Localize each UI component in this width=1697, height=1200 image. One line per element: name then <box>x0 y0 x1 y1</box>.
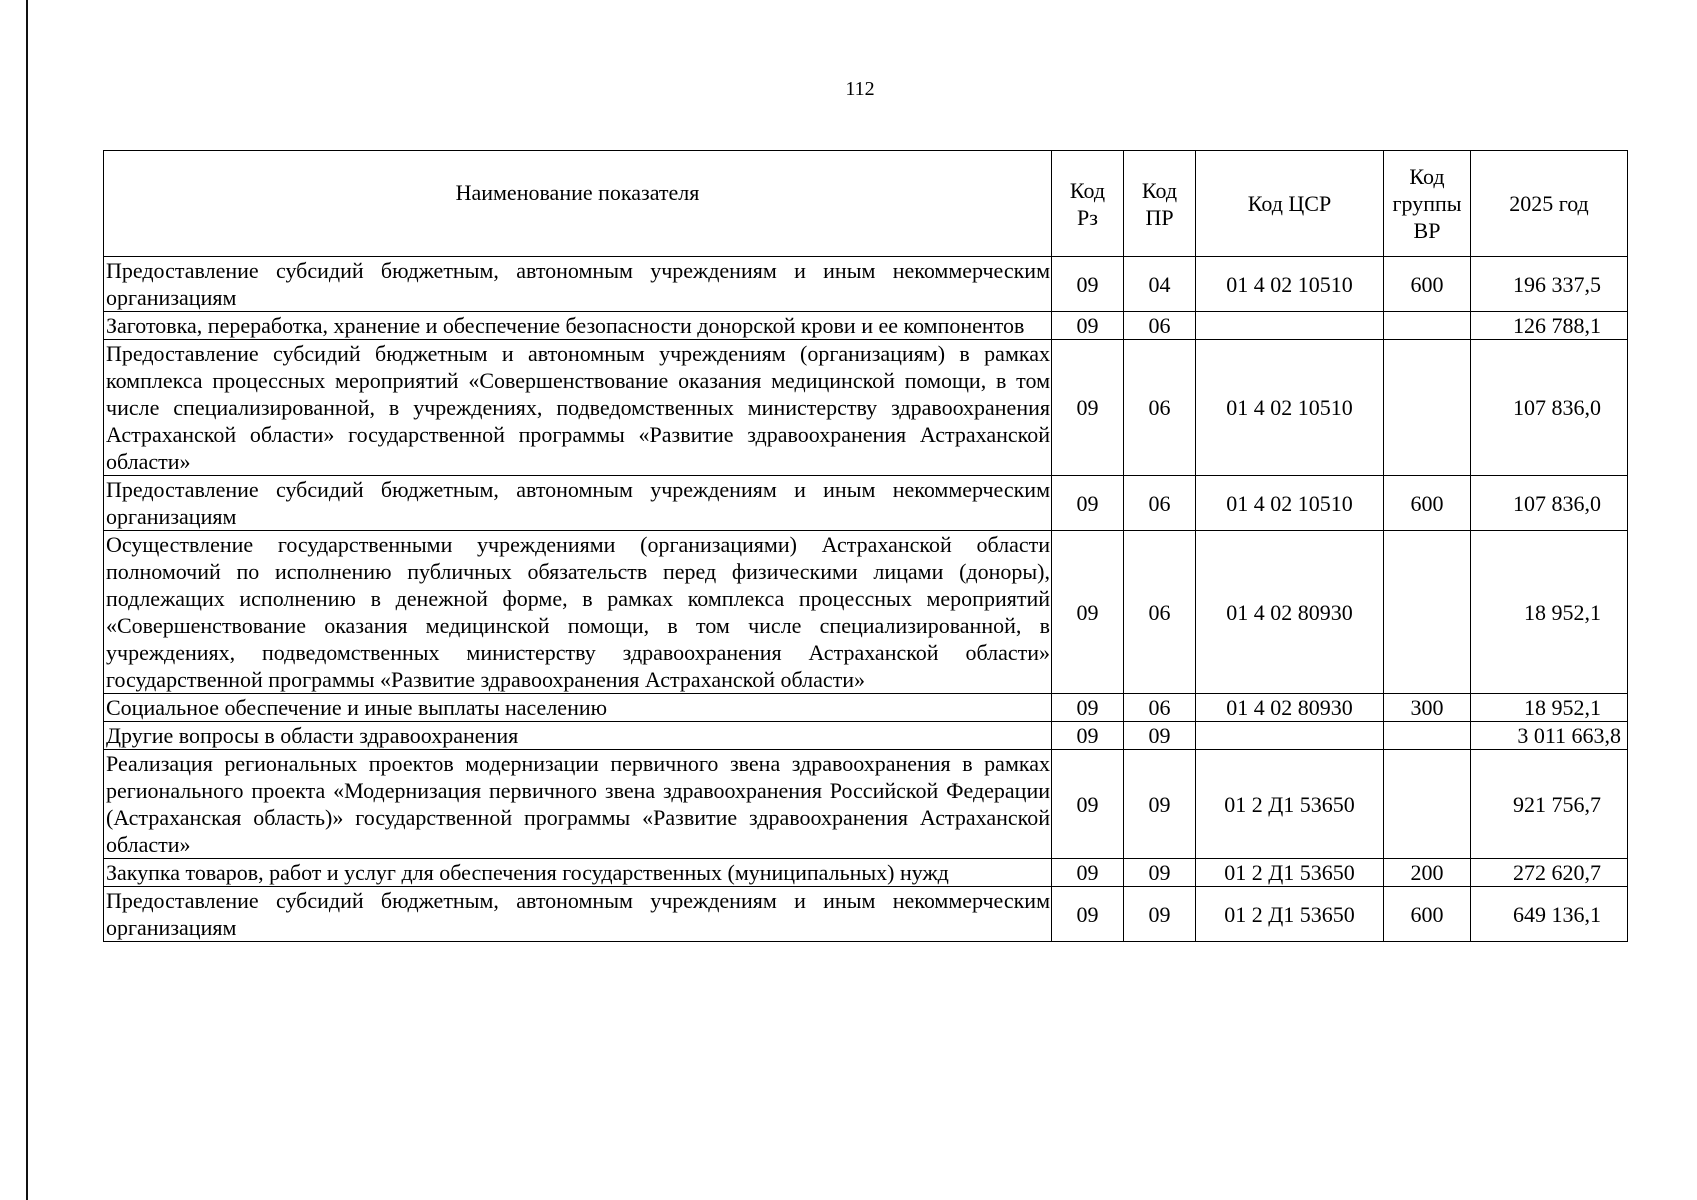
row-code-vr <box>1384 340 1471 476</box>
row-sum-2025: 126 788,1 <box>1471 312 1628 340</box>
row-sum-2025: 921 756,7 <box>1471 750 1628 859</box>
header-code-rz-line2: Рз <box>1077 204 1098 230</box>
scan-edge-line <box>26 0 28 1200</box>
row-code-csr <box>1196 312 1384 340</box>
row-code-vr: 300 <box>1384 694 1471 722</box>
row-code-vr: 200 <box>1384 859 1471 887</box>
row-code-rz: 09 <box>1052 531 1124 694</box>
row-sum-2025: 107 836,0 <box>1471 340 1628 476</box>
header-code-pr <box>1124 151 1196 257</box>
row-code-pr: 06 <box>1124 312 1196 340</box>
row-code-csr <box>1196 722 1384 750</box>
table-row <box>104 312 1628 340</box>
row-code-rz: 09 <box>1052 694 1124 722</box>
row-name: Осуществление государственными учреждениями (организациями) Астраханской области полномочий по исполнению публичных обязательств перед физическими лицами (доноры), подлежащих исполнению в денежной форме, в рамках комплекса процессных мероприятий «Совершенствование оказания медицинской помощи, в том числе специализированной, в учреждениях, подведомственных министерству здравоохранения Астраханской области» государственной программы «Развитие здравоохранения Астраханской области» <box>104 531 1052 694</box>
row-name: Предоставление субсидий бюджетным, автономным учреждениям и иным некоммерческим организациям <box>104 476 1052 531</box>
row-code-pr: 04 <box>1124 257 1196 312</box>
row-code-pr: 09 <box>1124 722 1196 750</box>
header-year-2025: 2025 год <box>1471 151 1628 257</box>
row-name: Другие вопросы в области здравоохранения <box>104 722 1052 750</box>
row-code-csr: 01 4 02 80930 <box>1196 531 1384 694</box>
row-sum-2025: 196 337,5 <box>1471 257 1628 312</box>
header-code-vr-line3: ВР <box>1413 218 1441 243</box>
row-name: Заготовка, переработка, хранение и обеспечение безопасности донорской крови и ее компонентов <box>104 312 1052 340</box>
row-code-vr: 600 <box>1384 257 1471 312</box>
row-code-pr: 06 <box>1124 694 1196 722</box>
row-code-vr <box>1384 750 1471 859</box>
table-row <box>104 476 1628 531</box>
row-code-pr: 09 <box>1124 887 1196 942</box>
table-row <box>104 750 1628 859</box>
row-code-pr: 09 <box>1124 750 1196 859</box>
row-code-csr: 01 2 Д1 53650 <box>1196 887 1384 942</box>
row-code-rz: 09 <box>1052 722 1124 750</box>
table-row <box>104 257 1628 312</box>
row-sum-2025: 18 952,1 <box>1471 531 1628 694</box>
row-sum-2025: 649 136,1 <box>1471 887 1628 942</box>
row-code-vr <box>1384 312 1471 340</box>
row-sum-2025: 107 836,0 <box>1471 476 1628 531</box>
row-code-rz: 09 <box>1052 859 1124 887</box>
row-sum-2025: 272 620,7 <box>1471 859 1628 887</box>
table-row <box>104 531 1628 694</box>
row-code-csr: 01 4 02 80930 <box>1196 694 1384 722</box>
row-code-csr: 01 4 02 10510 <box>1196 340 1384 476</box>
row-sum-2025: 3 011 663,8 <box>1471 722 1628 750</box>
row-code-vr <box>1384 531 1471 694</box>
row-code-vr: 600 <box>1384 476 1471 531</box>
row-code-vr <box>1384 722 1471 750</box>
row-code-pr: 06 <box>1124 531 1196 694</box>
header-code-pr-line2: ПР <box>1145 204 1174 230</box>
row-name: Реализация региональных проектов модернизации первичного звена здравоохранения в рамках регионального проекта «Модернизация первичного звена здравоохранения Российской Федерации (Астраханская область)» государственной программы «Развитие здравоохранения Астраханской области» <box>104 750 1052 859</box>
row-code-rz: 09 <box>1052 340 1124 476</box>
row-name: Предоставление субсидий бюджетным, автономным учреждениям и иным некоммерческим организациям <box>104 887 1052 942</box>
row-code-pr: 09 <box>1124 859 1196 887</box>
row-name: Предоставление субсидий бюджетным, автономным учреждениям и иным некоммерческим организациям <box>104 257 1052 312</box>
row-code-rz: 09 <box>1052 750 1124 859</box>
row-code-rz: 09 <box>1052 476 1124 531</box>
row-name: Социальное обеспечение и иные выплаты населению <box>104 694 1052 722</box>
row-code-csr: 01 2 Д1 53650 <box>1196 750 1384 859</box>
header-code-vr-line1: Код <box>1409 164 1445 189</box>
header-code-pr-line1: Код <box>1141 177 1178 203</box>
header-code-rz <box>1052 151 1124 257</box>
budget-table <box>103 150 1628 942</box>
row-code-csr: 01 4 02 10510 <box>1196 476 1384 531</box>
row-sum-2025: 18 952,1 <box>1471 694 1628 722</box>
row-code-csr: 01 4 02 10510 <box>1196 257 1384 312</box>
header-code-vr-line2: группы <box>1392 191 1462 216</box>
header-code-rz-line1: Код <box>1069 177 1106 203</box>
header-indicator-name: Наименование показателя <box>104 151 1052 257</box>
table-row <box>104 694 1628 722</box>
row-code-rz: 09 <box>1052 312 1124 340</box>
table-row <box>104 887 1628 942</box>
row-code-vr: 600 <box>1384 887 1471 942</box>
row-name: Предоставление субсидий бюджетным и автономным учреждениям (организациям) в рамках комплекса процессных мероприятий «Совершенствование оказания медицинской помощи, в том числе специализированной, в учреждениях, подведомственных министерству здравоохранения Астраханской области» государственной программы «Развитие здравоохранения Астраханской области» <box>104 340 1052 476</box>
header-code-csr: Код ЦСР <box>1196 151 1384 257</box>
row-code-pr: 06 <box>1124 476 1196 531</box>
row-code-rz: 09 <box>1052 887 1124 942</box>
header-code-vr <box>1384 151 1471 257</box>
row-code-csr: 01 2 Д1 53650 <box>1196 859 1384 887</box>
row-name: Закупка товаров, работ и услуг для обеспечения государственных (муниципальных) нужд <box>104 859 1052 887</box>
table-row <box>104 340 1628 476</box>
table-row <box>104 722 1628 750</box>
page-number: 112 <box>845 78 875 100</box>
row-code-rz: 09 <box>1052 257 1124 312</box>
table-header-row <box>104 151 1628 257</box>
row-code-pr: 06 <box>1124 340 1196 476</box>
table-row <box>104 859 1628 887</box>
